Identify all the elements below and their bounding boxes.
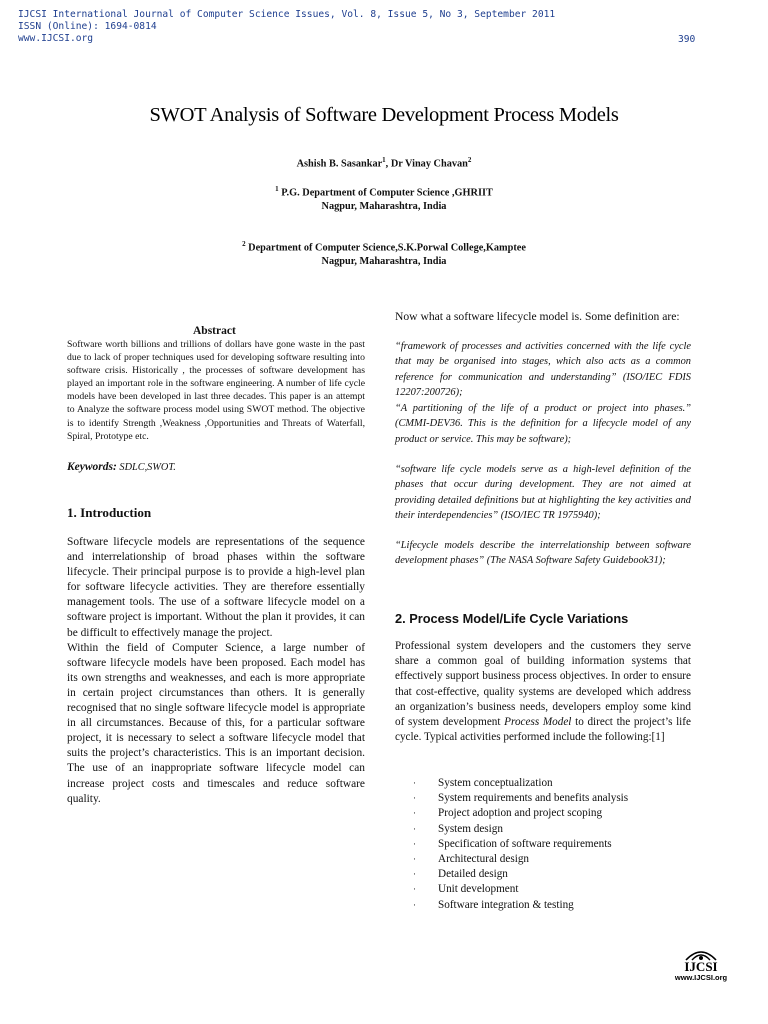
author-1-sup: 1 (382, 156, 386, 164)
keywords-value: SDLC,SWOT. (116, 462, 176, 473)
section-2-text-a: Professional system developers and the customers they serve share a common goal of building information systems that effectively support business process objectives. In order to ensure that cost-effective, quality systems are developed which address an organization’s business needs, developers employ some kind of system development (395, 640, 691, 729)
definition-quote-1: “framework of processes and activities concerned with the life cycle that may be organised into stages, which also acts as a common reference for communication and understanding” (ISO/IEC FDIS 12207:200726); (395, 341, 691, 398)
logo-url[interactable]: www.IJCSI.org (674, 973, 728, 982)
definitions-intro: Now what a software lifecycle model is. Some definition are: (395, 310, 680, 323)
bullet-icon: · (413, 869, 416, 880)
affiliation-1-line-1: P.G. Department of Computer Science ,GHRIIT (278, 187, 493, 199)
affiliation-2-sup: 2 (242, 240, 246, 248)
author-2-sup: 2 (467, 156, 472, 164)
section-2-heading: 2. Process Model/Life Cycle Variations (395, 611, 629, 626)
activities-list (413, 776, 628, 913)
affiliation-2 (0, 237, 768, 269)
authors-line (0, 153, 768, 171)
definition-quote-4: “Lifecycle models describe the interrelationship between software development phases” (The NASA Software Safety Guidebook31); (395, 540, 691, 567)
journal-website[interactable]: www.IJCSI.org (18, 33, 94, 45)
ijcsi-logo (660, 948, 742, 996)
intro-paragraph-1: Software lifecycle models are representations of the sequence and interrelationship of broad phases within the software lifecycle. Their principal purpose is to provide a high-level plan for software lifecycle activities. They are therefore essentially management tools. The use of a software lifecycle model on a software project is important. Without the plan it provides, it can be difficult to effectively manage the project. (67, 536, 365, 639)
list-item (413, 822, 628, 837)
bullet-icon: · (413, 899, 416, 910)
list-item (413, 837, 628, 852)
affiliation-1 (0, 182, 768, 214)
keywords-line (67, 461, 176, 473)
list-item (413, 791, 628, 806)
journal-header (18, 9, 555, 46)
list-item (413, 806, 628, 821)
definition-quote-3: “software life cycle models serve as a high-level definition of the phases that occur during development. They are not aimed at providing detailed definitions but at highlighting the key activities and their interdependencies” (ISO/IEC TR 1975940); (395, 464, 691, 521)
affiliation-1-line-2: Nagpur, Maharashtra, India (321, 201, 447, 213)
list-item-text: Detailed design (438, 868, 508, 881)
list-item-text: System conceptualization (438, 777, 553, 789)
process-model-term: Process Model (504, 716, 572, 729)
abstract-heading: Abstract (193, 325, 236, 337)
bullet-icon: · (413, 778, 416, 788)
author-2: , Dr Vinay Chavan (385, 158, 468, 170)
section-1-heading: 1. Introduction (67, 505, 152, 520)
intro-paragraph-2: Within the field of Computer Science, a large number of software lifecycle models have been proposed. Each model has its own strengths and weaknesses, and each is more appropriate in certain project circumstances than others. It is generally recognised that no single software lifecycle model is appropriate in all circumstances. Because of this, for a particular software project, it is necessary to select a software lifecycle model that suits the project’s characteristics. This is an important decision. The use of an inappropriate software lifecycle model can increase project costs and timescales and reduce software quality. (67, 641, 365, 805)
definition-quote-2: “A partitioning of the life of a product or project into phases.” (CMMI-DEV36. This is the definition for a lifecycle model of any product or service. This may be software); (395, 403, 691, 445)
page-number: 390 (678, 34, 696, 45)
list-item (413, 867, 628, 882)
paper-title: SWOT Analysis of Software Development Process Models (149, 104, 619, 126)
section-2-text-b: to direct the project’s life cycle. Typical activities performed include the following:[1] (395, 716, 691, 744)
bullet-icon: · (413, 884, 416, 895)
bullet-icon: · (413, 838, 416, 849)
list-item-text: Specification of software requirements (438, 837, 612, 850)
affiliation-2-line-2: Nagpur, Maharashtra, India (321, 256, 447, 268)
bullet-icon: · (413, 808, 416, 819)
issn-line: ISSN (Online): 1694-0814 (18, 21, 157, 33)
journal-line: IJCSI International Journal of Computer Science Issues, Vol. 8, Issue 5, No 3, September 2011 (18, 9, 556, 20)
intro-body (67, 535, 365, 807)
list-item-text: Project adoption and project scoping (438, 807, 603, 820)
abstract-text: Software worth billions and trillions of dollars have gone waste in the past due to lack of proper techniques used for developing software resulting into software crisis. Historically , the processes of software development has played an important role in the software engineering. A number of life cycle models have been developed in last three decades. This paper is an attempt to Analyze the software process model using SWOT method. The objective is to identify Strength ,Weakness ,Opportunities and Threats of Waterfall, Spiral, Prototype etc. (67, 339, 365, 442)
section-2-paragraph (395, 639, 691, 745)
bullet-icon: · (413, 823, 416, 834)
keywords-label: Keywords: (67, 461, 117, 473)
logo-name: IJCSI (684, 959, 718, 974)
list-item (413, 898, 628, 913)
affiliation-1-sup: 1 (275, 185, 279, 193)
list-item (413, 776, 628, 791)
author-1: Ashish B. Sasankar (296, 158, 383, 170)
bullet-icon: · (413, 854, 416, 865)
list-item-text: Architectural design (438, 853, 530, 866)
affiliation-2-line-1: Department of Computer Science,S.K.Porwal College,Kamptee (245, 242, 526, 254)
list-item (413, 852, 628, 867)
list-item (413, 882, 628, 897)
list-item-text: System design (438, 822, 503, 835)
bullet-icon: · (413, 793, 416, 804)
list-item-text: Unit development (438, 883, 519, 896)
list-item-text: Software integration & testing (438, 898, 574, 911)
list-item-text: System requirements and benefits analysis (438, 792, 629, 805)
